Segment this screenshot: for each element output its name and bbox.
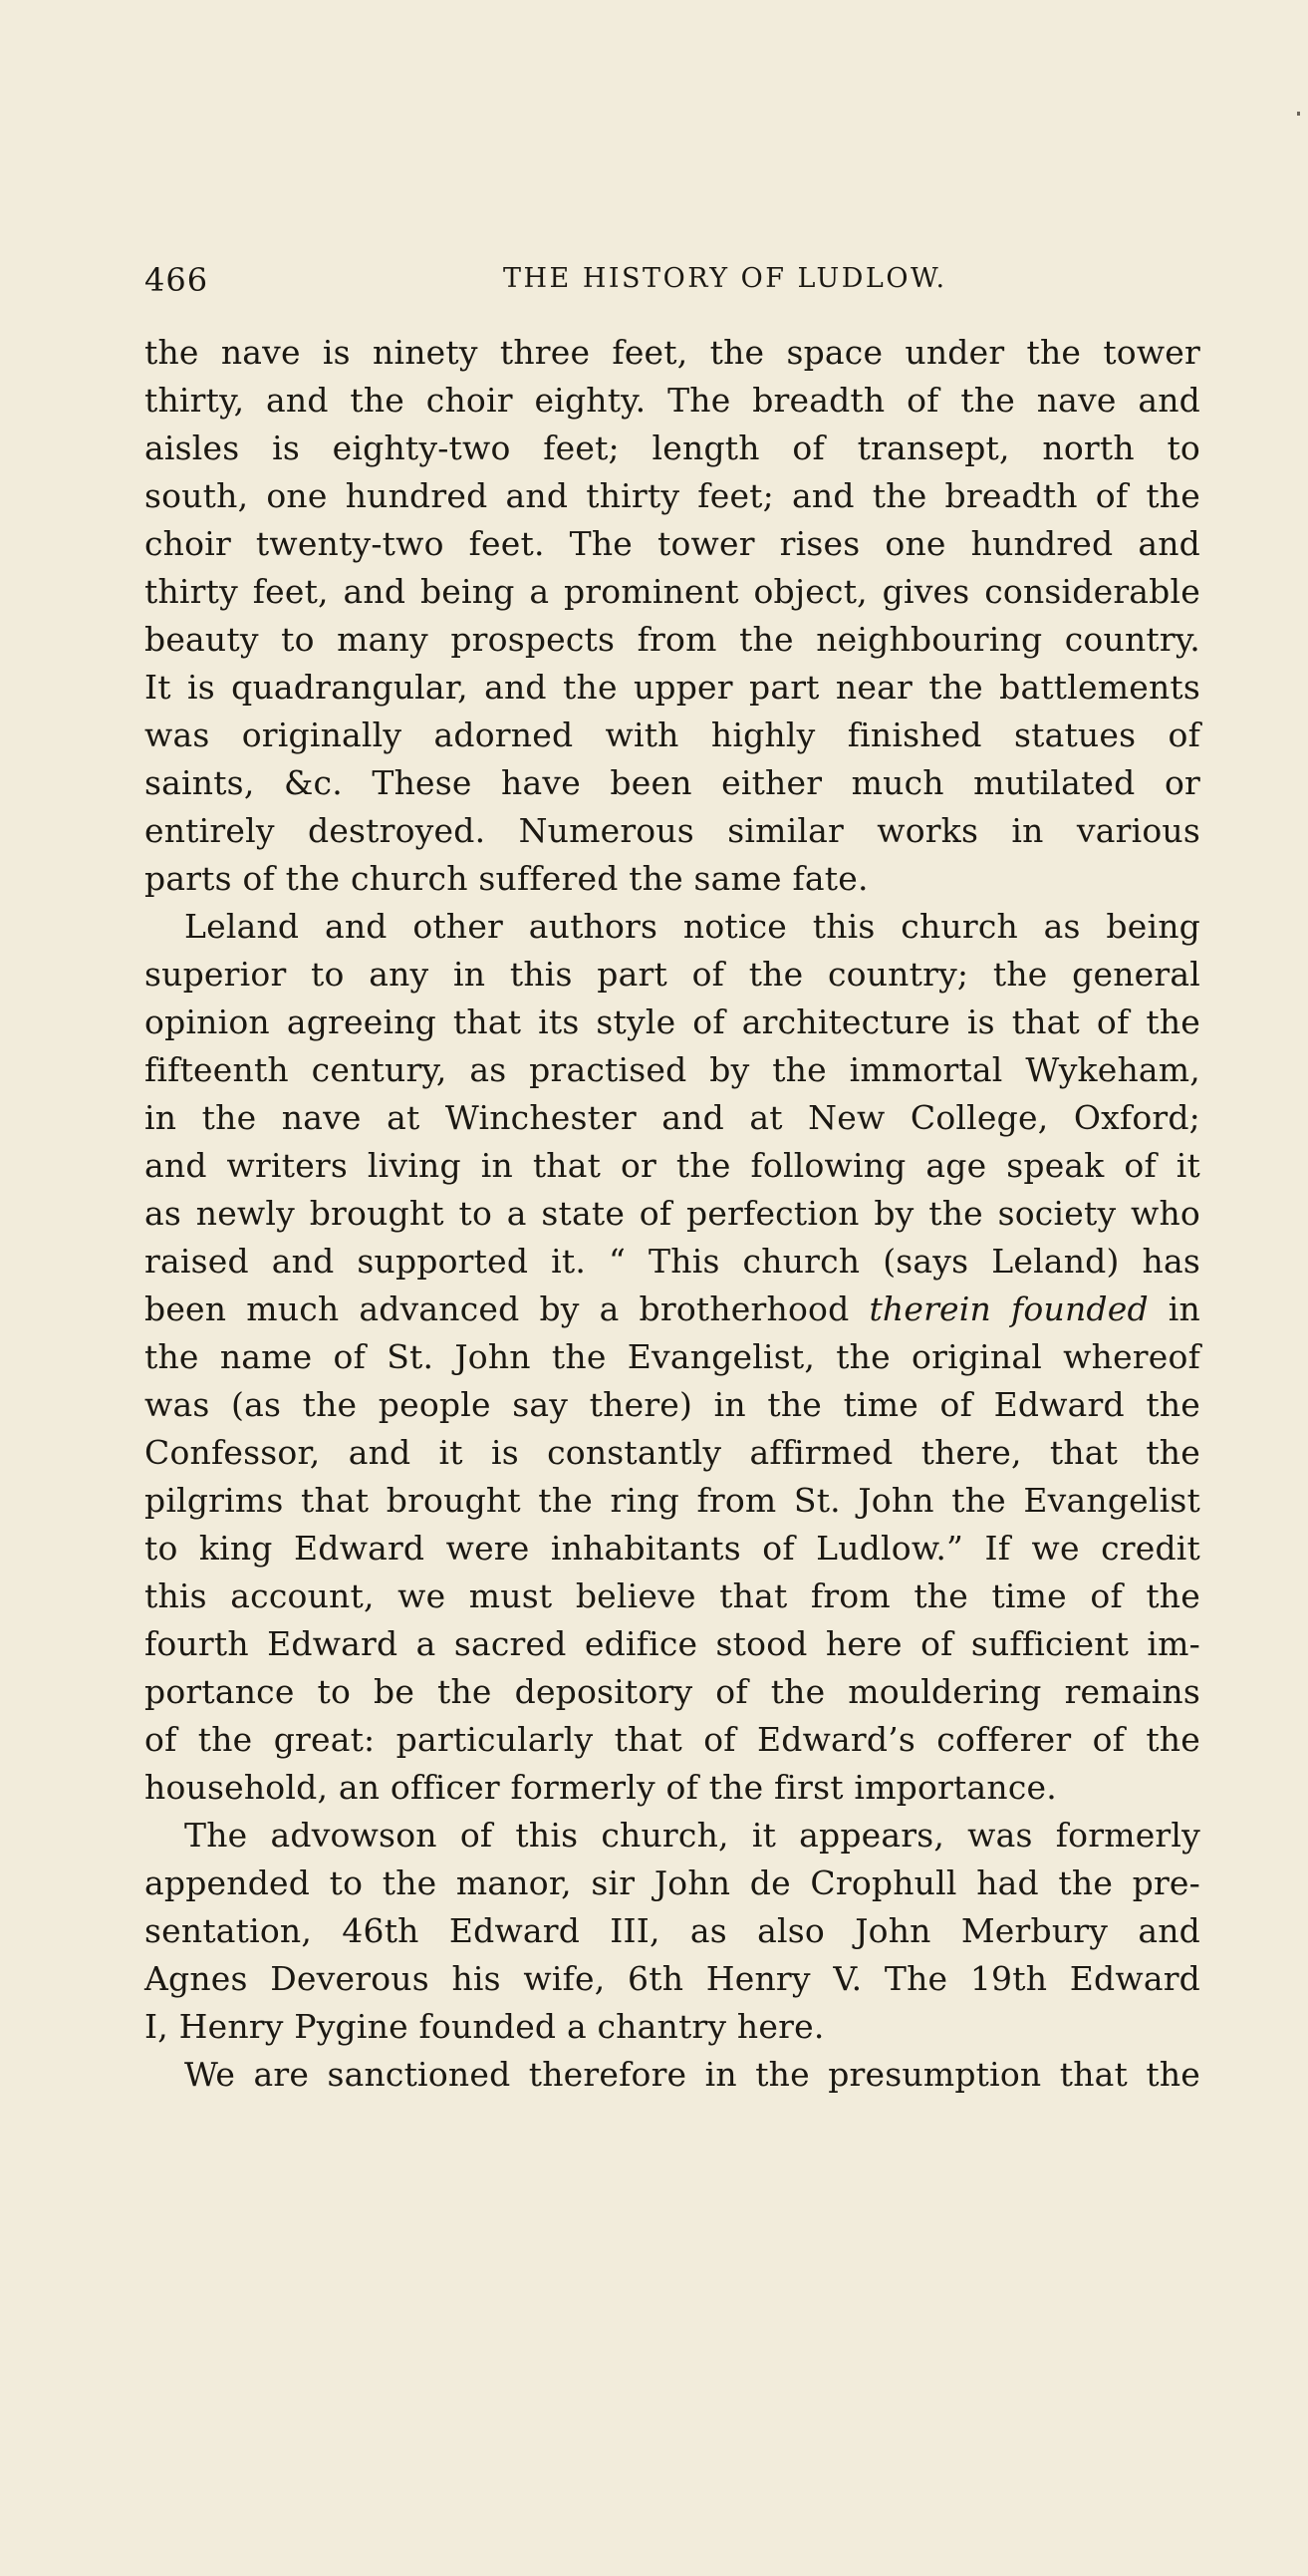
text-line: sentation, 46th Edward III, as also John Merbury and — [144, 1911, 1200, 1950]
emphasis-text: therein founded — [869, 1289, 1149, 1328]
text-line: south, one hundred and thirty feet; and the breadth of the — [144, 476, 1200, 515]
text-line: was (as the people say there) in the time of Edward the — [144, 1385, 1200, 1424]
text-line: It is quadrangular, and the upper part near the battlements — [144, 668, 1200, 707]
running-title: THE HISTORY OF LUDLOW. — [503, 263, 947, 294]
text-line: Confessor, and it is constantly affirmed there, that the — [144, 1433, 1200, 1472]
text-line: this account, we must believe that from the time of the — [144, 1576, 1200, 1615]
text-line: portance to be the depository of the mouldering remains — [144, 1672, 1200, 1711]
text-line: raised and supported it. “ This church (says Leland) has — [144, 1242, 1200, 1281]
text-line: thirty, and the choir eighty. The breadth of the nave and — [144, 381, 1200, 420]
text-line: The advowson of this church, it appears, was formerly — [184, 1816, 1200, 1855]
text-line: and writers living in that or the following age speak of it — [144, 1146, 1200, 1185]
text-line: as newly brought to a state of perfection by the society who — [144, 1194, 1200, 1233]
text-line-with-emphasis — [144, 1286, 1200, 1333]
text-segment: been much advanced by a brotherhood — [144, 1289, 870, 1328]
text-line: opinion agreeing that its style of architecture is that of the — [144, 1002, 1200, 1041]
text-line: saints, &c. These have been either much mutilated or — [144, 763, 1200, 802]
text-line: household, an officer formerly of the first importance. — [144, 1768, 1057, 1807]
text-line: of the great: particularly that of Edward’s cofferer of the — [144, 1720, 1200, 1759]
text-line: fourth Edward a sacred edifice stood here of sufficient im- — [144, 1624, 1200, 1663]
text-line: appended to the manor, sir John de Crophull had the pre- — [144, 1863, 1200, 1902]
text-line: beauty to many prospects from the neighbouring country. — [144, 620, 1200, 659]
text-segment: in — [1148, 1289, 1200, 1328]
text-line: the name of St. John the Evangelist, the original whereof — [144, 1337, 1200, 1376]
text-line: fifteenth century, as practised by the immortal Wykeham, — [144, 1050, 1200, 1089]
text-line: in the nave at Winchester and at New College, Oxford; — [144, 1098, 1200, 1137]
text-line: Agnes Deverous his wife, 6th Henry V. The 19th Edward — [144, 1959, 1200, 1998]
text-line: was originally adorned with highly finished statues of — [144, 716, 1200, 754]
text-line: superior to any in this part of the country; the general — [144, 955, 1200, 994]
text-line: thirty feet, and being a prominent object, gives considerable — [144, 572, 1200, 611]
text-line: entirely destroyed. Numerous similar works in various — [144, 811, 1200, 850]
text-line: choir twenty-two feet. The tower rises one hundred and — [144, 524, 1200, 563]
page-header — [144, 261, 1200, 311]
page-number: 466 — [144, 261, 209, 299]
text-line: pilgrims that brought the ring from St. John the Evangelist — [144, 1481, 1200, 1520]
text-line: aisles is eighty-two feet; length of transept, north to — [144, 429, 1200, 467]
text-line: the nave is ninety three feet, the space under the tower — [144, 333, 1200, 372]
text-line: Leland and other authors notice this church as being — [184, 907, 1200, 946]
paper-speck — [1297, 112, 1300, 116]
text-line: We are sanctioned therefore in the presumption that the — [184, 2055, 1200, 2094]
text-line: parts of the church suffered the same fate. — [144, 859, 869, 898]
text-line: I, Henry Pygine founded a chantry here. — [144, 2007, 825, 2046]
text-line: to king Edward were inhabitants of Ludlow.” If we credit — [144, 1529, 1200, 1568]
